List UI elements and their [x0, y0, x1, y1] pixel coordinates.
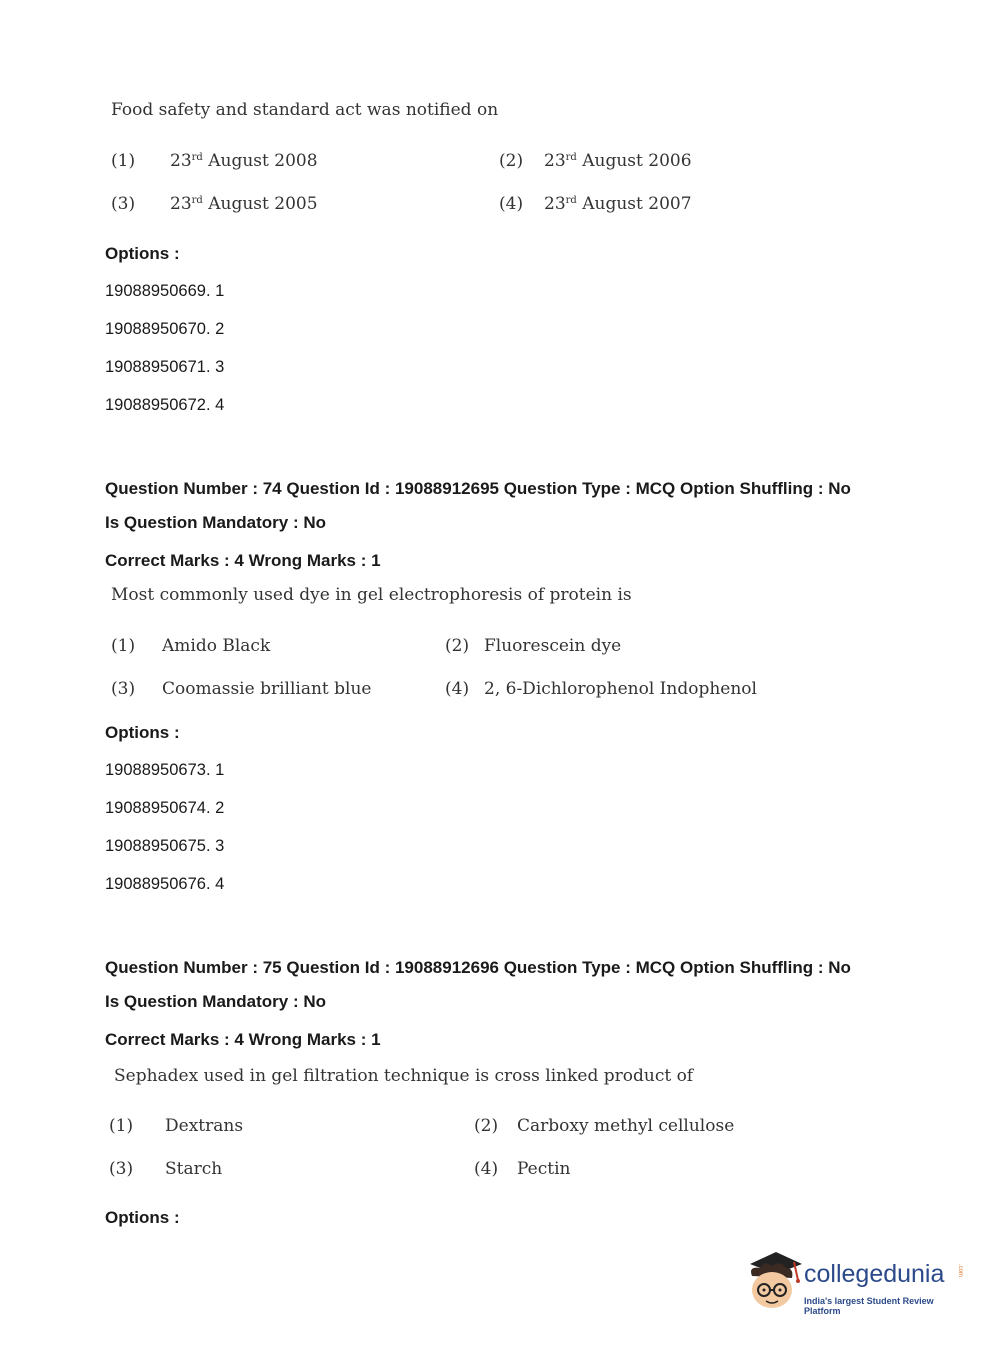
mascot-icon — [742, 1250, 804, 1314]
q74-header: Question Number : 74 Question Id : 19088912695 Question Type : MCQ Option Shuffling : No — [105, 479, 851, 498]
q75-opt4-num: (4) — [474, 1159, 499, 1179]
q73-option-id-4: 19088950672. 4 — [105, 396, 225, 414]
q73-opt3-num: (3) — [111, 194, 136, 214]
q74-opt1-num: (1) — [111, 636, 136, 656]
q75-opt2-num: (2) — [474, 1116, 499, 1136]
q75-opt1-text: Dextrans — [165, 1116, 244, 1136]
q73-opt1-num: (1) — [111, 151, 136, 171]
q74-stem: Most commonly used dye in gel electrophoresis of protein is — [111, 585, 632, 605]
q74-option-id-4: 19088950676. 4 — [105, 875, 225, 893]
q75-marks: Correct Marks : 4 Wrong Marks : 1 — [105, 1030, 381, 1049]
q73-option-id-1: 19088950669. 1 — [105, 282, 225, 300]
q74-opt3-text: Coomassie brilliant blue — [162, 679, 372, 699]
q74-option-id-3: 19088950675. 3 — [105, 837, 225, 855]
q74-opt1-text: Amido Black — [162, 636, 271, 656]
q75-options-label: Options : — [105, 1208, 180, 1227]
logo-tagline: India's largest Student Review Platform — [804, 1296, 934, 1316]
q74-opt4-text: 2, 6-Dichlorophenol Indophenol — [484, 679, 757, 699]
q73-options-label: Options : — [105, 244, 180, 263]
q75-stem: Sephadex used in gel filtration technique is cross linked product of — [114, 1066, 694, 1086]
q74-opt3-num: (3) — [111, 679, 136, 699]
q75-opt1-num: (1) — [109, 1116, 134, 1136]
q73-opt4-num: (4) — [499, 194, 524, 214]
q74-option-id-2: 19088950674. 2 — [105, 799, 225, 817]
q75-mandatory: Is Question Mandatory : No — [105, 992, 327, 1011]
q73-opt2-text: 23rd August 2006 — [544, 151, 692, 171]
q75-opt2-text: Carboxy methyl cellulose — [517, 1116, 735, 1136]
q73-stem: Food safety and standard act was notified on — [111, 100, 499, 120]
q73-opt1-text: 23rd August 2008 — [170, 151, 318, 171]
q73-option-id-2: 19088950670. 2 — [105, 320, 225, 338]
q74-options-label: Options : — [105, 723, 180, 742]
q74-opt2-text: Fluorescein dye — [484, 636, 622, 656]
q75-opt3-text: Starch — [165, 1159, 223, 1179]
logo-name: collegedunia — [804, 1260, 945, 1288]
q74-marks: Correct Marks : 4 Wrong Marks : 1 — [105, 551, 381, 570]
logo-com: .com — [957, 1264, 963, 1278]
q73-opt2-num: (2) — [499, 151, 524, 171]
q75-header: Question Number : 75 Question Id : 19088912696 Question Type : MCQ Option Shuffling : No — [105, 958, 851, 977]
q75-opt4-text: Pectin — [517, 1159, 571, 1179]
q74-opt4-num: (4) — [445, 679, 470, 699]
q73-opt3-text: 23rd August 2005 — [170, 194, 318, 214]
q74-opt2-num: (2) — [445, 636, 470, 656]
collegedunia-logo — [742, 1250, 972, 1320]
q74-option-id-1: 19088950673. 1 — [105, 761, 225, 779]
q73-opt4-text: 23rd August 2007 — [544, 194, 692, 214]
q75-opt3-num: (3) — [109, 1159, 134, 1179]
q73-option-id-3: 19088950671. 3 — [105, 358, 225, 376]
q74-mandatory: Is Question Mandatory : No — [105, 513, 327, 532]
